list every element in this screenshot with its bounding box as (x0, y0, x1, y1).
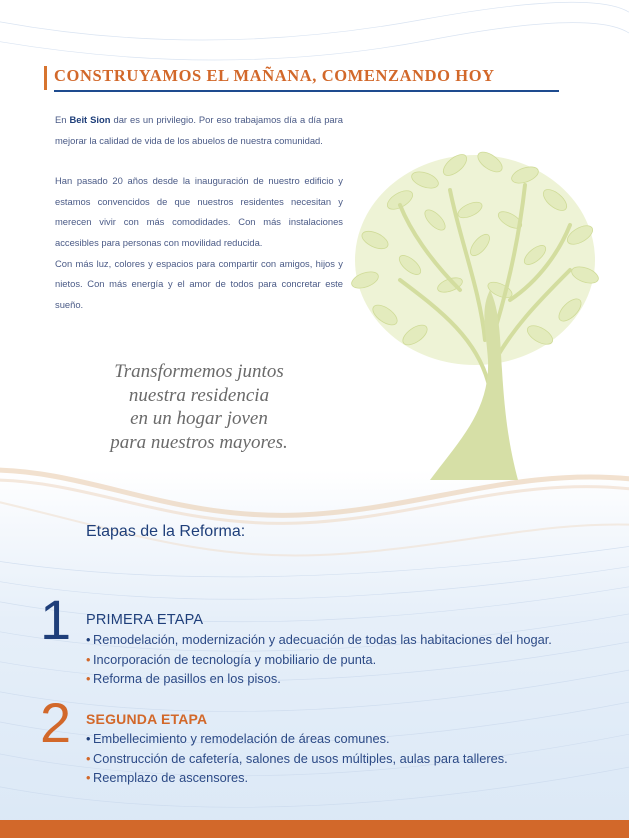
footer-bar (0, 820, 629, 838)
intro-p1-prefix: En (55, 114, 70, 125)
list-item (86, 630, 552, 650)
stage-items (86, 630, 552, 689)
quote-line: en un hogar joven (130, 408, 268, 429)
bullet-icon: • (86, 750, 91, 766)
list-item (86, 749, 508, 769)
stage-number: 1 (40, 588, 72, 651)
list-item-text: Construcción de cafetería, salones de usos múltiples, aulas para talleres. (93, 750, 508, 766)
list-item-text: Remodelación, modernización y adecuación de todas las habitaciones del hogar. (93, 632, 552, 647)
bullet-icon: • (86, 671, 91, 687)
quote-line: nuestra residencia (128, 384, 270, 406)
bullet-icon: • (86, 731, 91, 746)
intro-paragraph-1 (55, 110, 343, 151)
list-item-text: Incorporación de tecnología y mobiliario de punta. (93, 651, 377, 667)
list-item-text: Reemplazo de ascensores. (93, 770, 249, 786)
bullet-icon: • (86, 632, 91, 647)
stage-title: SEGUNDA ETAPA (86, 711, 208, 727)
quote-block (104, 360, 294, 454)
intro-text (55, 110, 343, 315)
list-item (86, 729, 508, 749)
heading-accent-bar (44, 66, 47, 90)
list-item (86, 669, 552, 689)
list-item (86, 768, 508, 788)
list-item-text: Embellecimiento y remodelación de áreas comunes. (93, 731, 390, 746)
intro-paragraph-2: Han pasado 20 años desde la inauguración de nuestro edificio y estamos convencidos de que nuestros residentes necesitan y merecen vivir con más comodidades. Con más instalaciones accesibles para personas con movilidad reducida. (55, 175, 343, 248)
list-item (86, 650, 552, 670)
bullet-icon: • (86, 770, 91, 786)
stage-title: PRIMERA ETAPA (86, 612, 204, 628)
list-item-text: Reforma de pasillos en los pisos. (93, 671, 281, 687)
etapas-heading: Etapas de la Reforma: (86, 523, 246, 540)
quote-line: para nuestros mayores. (110, 431, 288, 453)
stage-items (86, 729, 508, 788)
heading-underline (54, 90, 559, 92)
stage-number: 2 (40, 691, 72, 754)
quote-line: Transformemos juntos (114, 361, 284, 382)
bullet-icon: • (86, 651, 91, 667)
heading-block (44, 64, 559, 92)
page-title: CONSTRUYAMOS EL MAÑANA, COMENZANDO HOY (54, 66, 495, 85)
intro-paragraph-3: Con más luz, colores y espacios para compartir con amigos, hijos y nietos. Con más energía y el amor de todos para concretar este sueño. (55, 257, 343, 310)
tree-illustration (340, 140, 610, 490)
brand-name: Beit Sion (69, 114, 111, 125)
intro-p1-text: dar es un privilegio. Por eso trabajamos día a día para mejorar la calidad de vida de los abuelos de nuestra comunidad. (55, 114, 343, 146)
